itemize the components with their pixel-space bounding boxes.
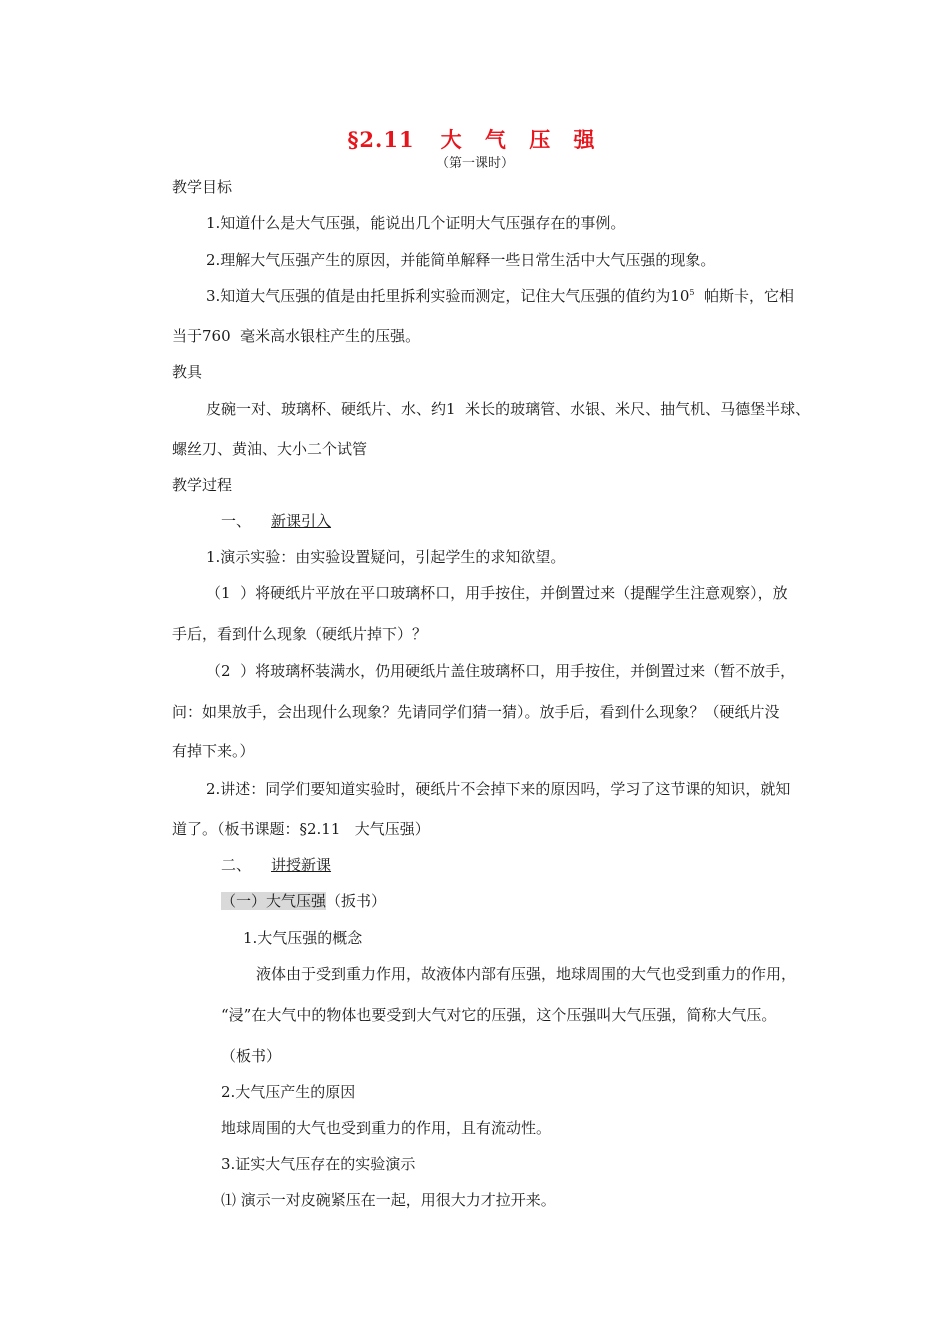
proof-item-1: ⑴ 演示一对皮碗紧压在一起，用很大力才拉开来。 bbox=[221, 1191, 556, 1209]
cause-heading: 2.大气压产生的原因 bbox=[221, 1083, 356, 1101]
part-1-heading bbox=[221, 511, 331, 531]
subsection-1-heading bbox=[221, 891, 386, 911]
goal-item-3 bbox=[206, 286, 794, 306]
concept-line-2: “浸”在大气中的物体也要受到大气对它的压强，这个压强叫大气压强，简称大气压。 bbox=[221, 1006, 777, 1024]
step-1-line-2: 手后，看到什么现象（硬纸片掉下）？ bbox=[172, 625, 428, 643]
goal-item-3-text: 3.知道大气压强的值是由托里拆利实验而测定，记住大气压强的值约为10 bbox=[206, 287, 690, 305]
process-heading: 教学过程 bbox=[172, 476, 233, 494]
page-title bbox=[0, 124, 950, 154]
goal-item-1: 1.知道什么是大气压强，能说出几个证明大气压强存在的事例。 bbox=[206, 214, 626, 232]
proof-heading: 3.证实大气压存在的实验演示 bbox=[221, 1155, 416, 1173]
goal-item-3-line-2: 当于760 毫米高水银柱产生的压强。 bbox=[172, 327, 421, 345]
tools-line-1: 皮碗一对、玻璃杯、硬纸片、水、约1 米长的玻璃管、水银、米尺、抽气机、马德堡半球、 bbox=[206, 400, 811, 418]
board-note: （板书） bbox=[221, 1047, 282, 1065]
part-2-heading bbox=[221, 855, 331, 875]
step-2-line-3: 有掉下来。） bbox=[172, 742, 255, 760]
exponent: 5 bbox=[689, 288, 695, 297]
part-1-number: 一、 bbox=[221, 512, 252, 530]
step-2-line-2: 问：如果放手，会出现什么现象？先请同学们猜一猜）。放手后，看到什么现象？（硬纸片没 bbox=[172, 703, 780, 721]
goal-item-3-text-cont: 帕斯卡，它相 bbox=[694, 287, 795, 305]
part-1-title: 新课引入 bbox=[271, 512, 332, 530]
concept-heading: 1.大气压强的概念 bbox=[243, 929, 363, 947]
title-text: 大 气 压 强 bbox=[440, 127, 603, 152]
cause-text: 地球周围的大气也受到重力的作用，且有流动性。 bbox=[221, 1119, 552, 1137]
talk-line-2: 道了。（板书课题：§2.11 大气压强） bbox=[172, 820, 430, 838]
section-number: §2.11 bbox=[347, 127, 415, 152]
tools-heading: 教具 bbox=[172, 363, 203, 381]
part-2-number: 二、 bbox=[221, 856, 252, 874]
step-2-line-1: （2 ）将玻璃杯装满水，仍用硬纸片盖住玻璃杯口，用手按住，并倒置过来（暂不放手， bbox=[206, 662, 796, 680]
talk-line-1: 2.讲述：同学们要知道实验时，硬纸片不会掉下来的原因吗，学习了这节课的知识，就知 bbox=[206, 780, 791, 798]
subsection-1-highlight: （一）大气压强 bbox=[221, 892, 327, 910]
page-subtitle: （第一课时） bbox=[435, 156, 514, 171]
concept-line-1: 液体由于受到重力作用，故液体内部有压强，地球周围的大气也受到重力的作用， bbox=[256, 965, 797, 983]
goal-item-2: 2.理解大气压强产生的原因，并能简单解释一些日常生活中大气压强的现象。 bbox=[206, 251, 716, 269]
goals-heading: 教学目标 bbox=[172, 178, 233, 196]
tools-line-2: 螺丝刀、黄油、大小二个试管 bbox=[172, 440, 368, 458]
demo-intro: 1.演示实验：由实验设置疑问，引起学生的求知欲望。 bbox=[206, 548, 566, 566]
subsection-1-note: （扳书） bbox=[326, 892, 387, 910]
step-1-line-1: （1 ）将硬纸片平放在平口玻璃杯口，用手按住，并倒置过来（提醒学生注意观察），放 bbox=[206, 584, 788, 602]
part-2-title: 讲授新课 bbox=[271, 856, 332, 874]
